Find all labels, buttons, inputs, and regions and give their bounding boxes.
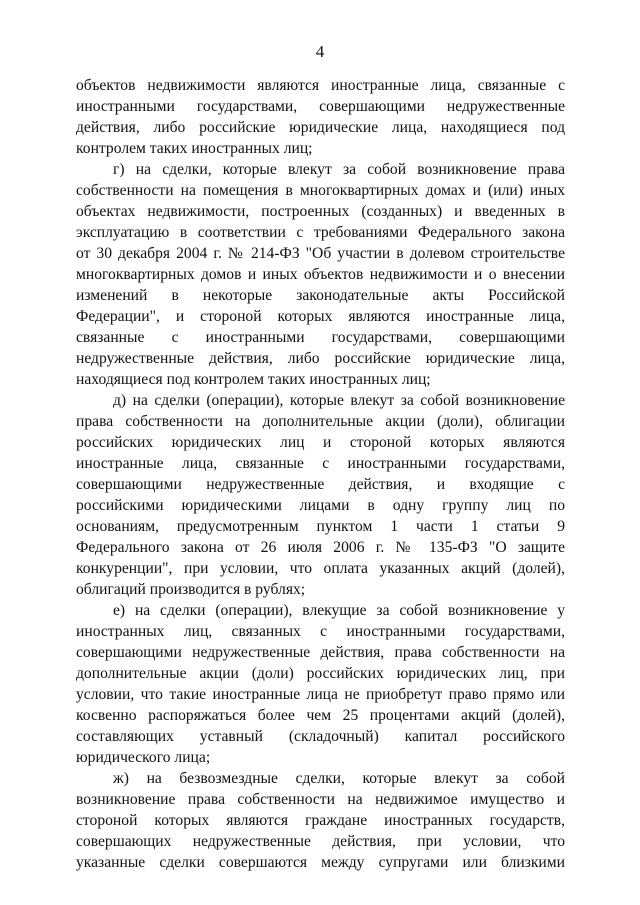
text-line: составляющих уставный (складочный) капитал российского xyxy=(76,728,565,745)
text-line: основаниям, предусмотренным пунктом 1 части 1 статьи 9 xyxy=(76,518,565,535)
text-line: действия, либо российские юридические лица, находящиеся под xyxy=(76,119,565,136)
text-line: недружественные действия, либо российские юридические лица, xyxy=(76,350,565,367)
text-line: косвенно распоряжаться более чем 25 процентами акций (долей), xyxy=(76,707,565,724)
text-line: собственности на помещения в многоквартирных домах и (или) иных xyxy=(76,182,565,199)
text-line: иностранных лиц, связанных с иностранными государствами, xyxy=(76,623,565,640)
text-line: российских юридических лиц и стороной которых являются xyxy=(76,434,565,451)
text-line: от 30 декабря 2004 г. № 214-ФЗ "Об участии в долевом строительстве xyxy=(76,245,565,262)
text-line: контролем таких иностранных лиц; xyxy=(76,140,313,157)
text-line: стороной которых являются граждане иностранных государств, xyxy=(76,812,565,829)
text-line: объектах недвижимости, построенных (созданных) и введенных в xyxy=(76,203,565,220)
text-line: е) на сделки (операции), влекущие за собой возникновение у xyxy=(113,602,565,619)
document-body xyxy=(76,75,565,873)
text-line: совершающими недружественные действия, и входящие с xyxy=(76,476,565,493)
text-line: возникновение права собственности на недвижимое имущество и xyxy=(76,791,565,808)
page-number: 4 xyxy=(315,42,325,61)
text-line: г) на сделки, которые влекут за собой возникновение права xyxy=(113,161,565,178)
text-line: находящиеся под контролем таких иностранных лиц; xyxy=(76,371,431,388)
text-line: облигаций производится в рублях; xyxy=(76,581,306,598)
text-line: иностранными государствами, совершающими недружественные xyxy=(76,98,565,115)
text-line: совершающих недружественные действия, при условии, что xyxy=(76,833,565,850)
text-line: права собственности на дополнительные акции (доли), облигации xyxy=(76,413,565,430)
text-line: конкуренции", при условии, что оплата указанных акций (долей), xyxy=(76,560,565,577)
text-line: российскими юридическими лицами в одну группу лиц по xyxy=(76,497,565,514)
text-line: связанные с иностранными государствами, совершающими xyxy=(76,329,565,346)
text-line: указанные сделки совершаются между супругами или близкими xyxy=(76,854,565,871)
text-line: изменений в некоторые законодательные акты Российской xyxy=(76,287,565,304)
text-line: Федерального закона от 26 июля 2006 г. № 135-ФЗ "О защите xyxy=(76,539,565,556)
text-line: Федерации", и стороной которых являются иностранные лица, xyxy=(76,308,565,325)
text-line: совершающими недружественные действия, права собственности на xyxy=(76,644,565,661)
text-line: ж) на безвозмездные сделки, которые влекут за собой xyxy=(113,770,565,787)
text-line: юридического лица; xyxy=(76,749,211,766)
text-line: иностранные лица, связанные с иностранными государствами, xyxy=(76,455,565,472)
text-line: д) на сделки (операции), которые влекут за собой возникновение xyxy=(113,392,565,409)
text-line: объектов недвижимости являются иностранные лица, связанные с xyxy=(76,77,565,94)
text-line: многоквартирных домов и иных объектов недвижимости и о внесении xyxy=(76,266,565,283)
text-line: дополнительные акции (доли) российских юридических лиц, при xyxy=(76,665,565,682)
text-line: эксплуатацию в соответствии с требованиями Федерального закона xyxy=(76,224,565,241)
text-line: условии, что такие иностранные лица не приобретут право прямо или xyxy=(76,686,565,703)
